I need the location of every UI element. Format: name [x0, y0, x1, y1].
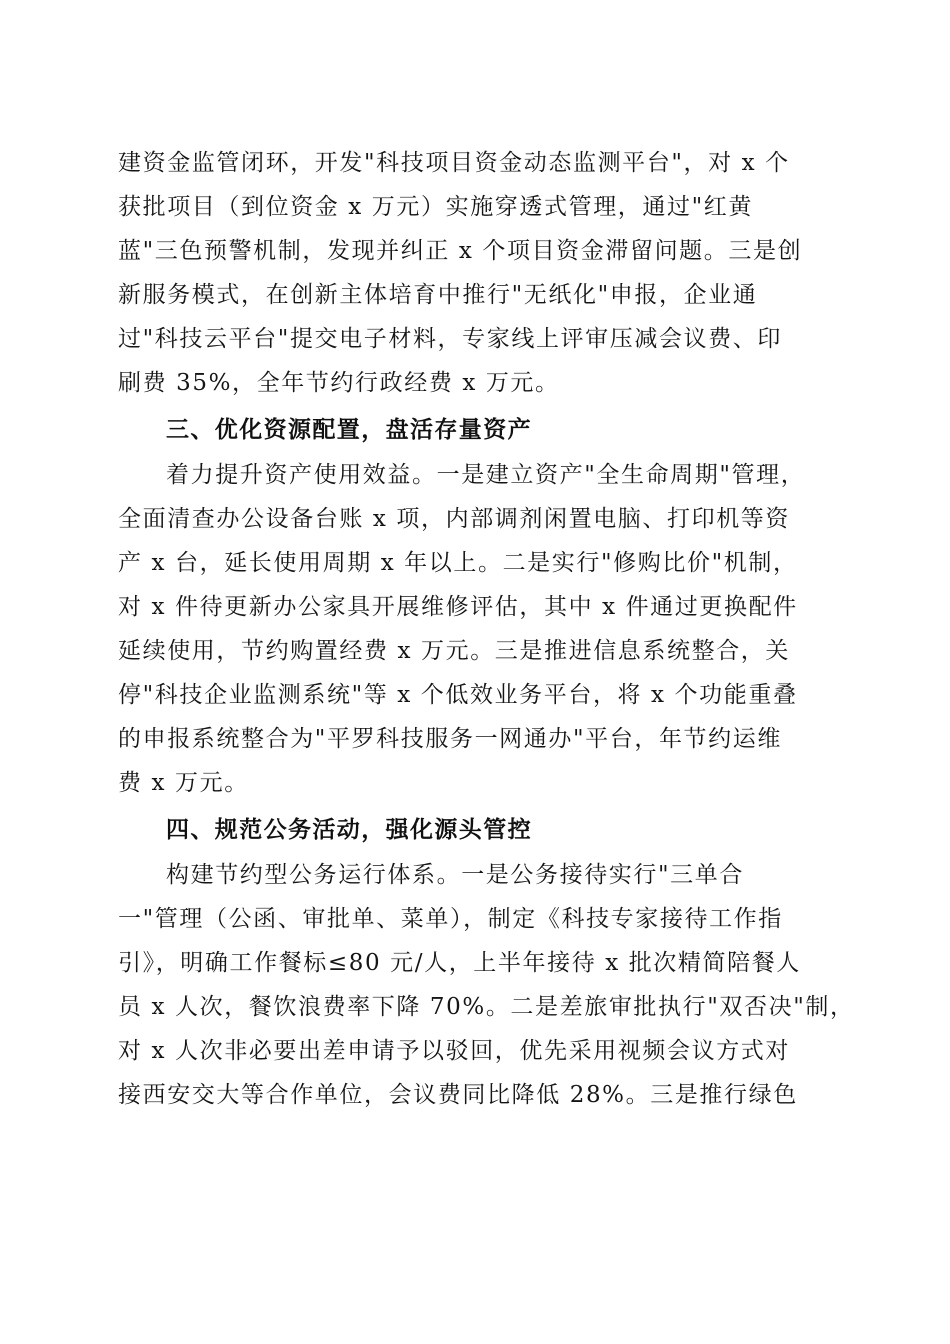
paragraph-2-line-2: 全面清查办公设备台账 x 项，内部调剂闲置电脑、打印机等资: [118, 506, 790, 532]
paragraph-3-line-3: 引》，明确工作餐标≤80 元/人，上半年接待 x 批次精简陪餐人: [118, 950, 801, 976]
section-heading-3: 三、优化资源配置，盘活存量资产: [166, 417, 532, 443]
paragraph-2-line-8: 费 x 万元。: [118, 770, 249, 796]
paragraph-2-line-4: 对 x 件待更新办公家具开展维修评估，其中 x 件通过更换配件: [118, 594, 798, 620]
paragraph-1-line-2: 获批项目（到位资金 x 万元）实施穿透式管理，通过"红黄: [118, 194, 753, 220]
paragraph-3-line-4: 员 x 人次，餐饮浪费率下降 70%。二是差旅审批执行"双否决"制，: [118, 994, 855, 1020]
paragraph-1-line-5: 过"科技云平台"提交电子材料，专家线上评审压减会议费、印: [118, 326, 782, 352]
paragraph-3-line-5: 对 x 人次非必要出差申请予以驳回，优先采用视频会议方式对: [118, 1038, 790, 1064]
paragraph-1-line-3: 蓝"三色预警机制，发现并纠正 x 个项目资金滞留问题。三是创: [118, 238, 803, 264]
paragraph-2-line-6: 停"科技企业监测系统"等 x 个低效业务平台，将 x 个功能重叠: [118, 682, 798, 708]
paragraph-1-line-6: 刷费 35%，全年节约行政经费 x 万元。: [118, 370, 560, 396]
paragraph-2-line-5: 延续使用，节约购置经费 x 万元。三是推进信息系统整合，关: [118, 638, 790, 664]
paragraph-2-line-7: 的申报系统整合为"平罗科技服务一网通办"平台，年节约运维: [118, 726, 782, 752]
paragraph-2-line-1: 着力提升资产使用效益。一是建立资产"全生命周期"管理，: [166, 462, 806, 488]
paragraph-1-line-4: 新服务模式，在创新主体培育中推行"无纸化"申报，企业通: [118, 282, 758, 308]
paragraph-1-line-1: 建资金监管闭环，开发"科技项目资金动态监测平台"，对 x 个: [118, 150, 790, 176]
paragraph-3-line-2: 一"管理（公函、审批单、菜单），制定《科技专家接待工作指: [118, 906, 783, 932]
section-heading-4: 四、规范公务活动，强化源头管控: [166, 817, 532, 843]
paragraph-2-line-3: 产 x 台，延长使用周期 x 年以上。二是实行"修购比价"机制，: [118, 550, 798, 576]
paragraph-3-line-1: 构建节约型公务运行体系。一是公务接待实行"三单合: [166, 862, 744, 888]
paragraph-3-line-6: 接西安交大等合作单位，会议费同比降低 28%。三是推行绿色: [118, 1082, 798, 1108]
